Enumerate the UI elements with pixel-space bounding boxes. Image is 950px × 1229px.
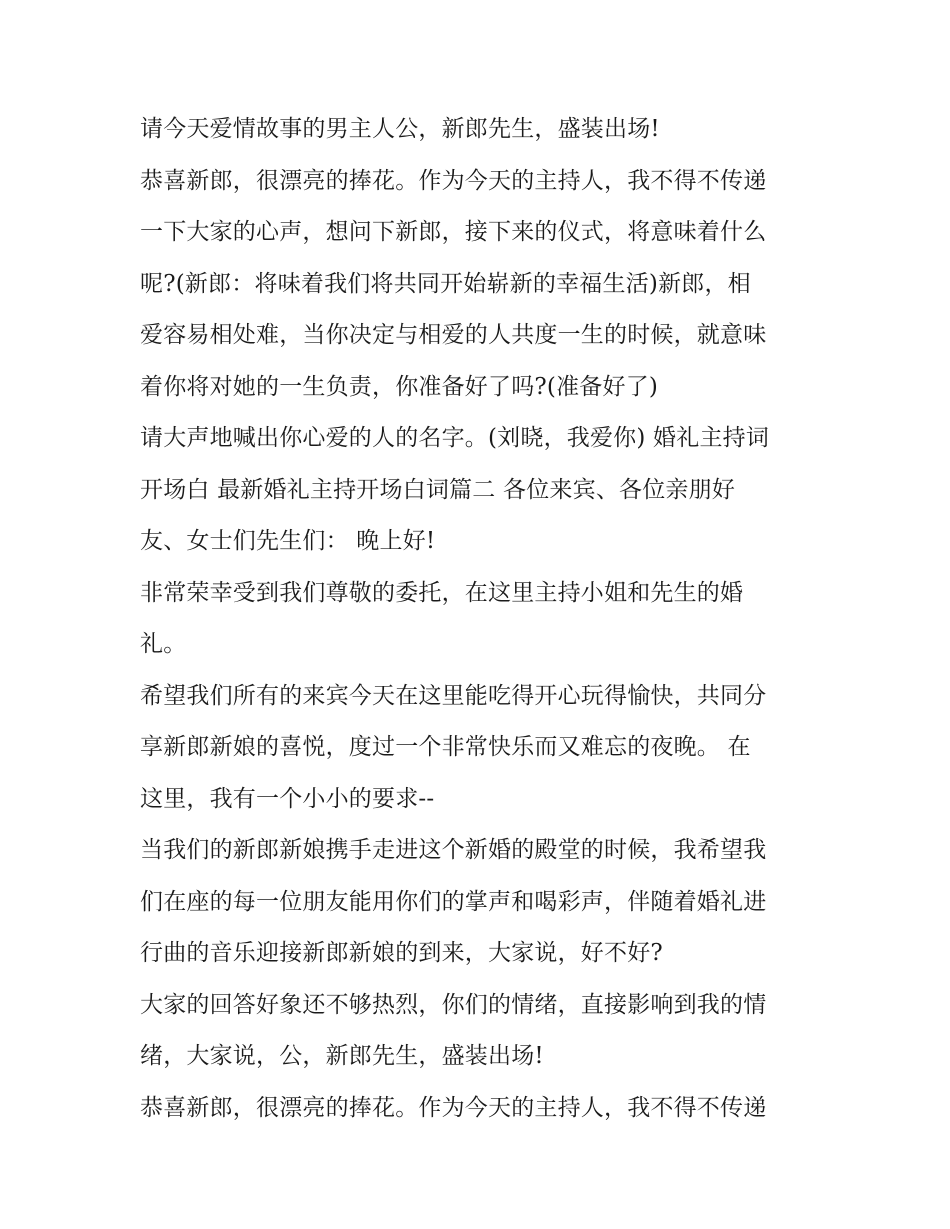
text-line: 恭喜新郎，很漂亮的捧花。作为今天的主持人，我不得不传递 <box>140 1094 767 1121</box>
document-body <box>140 104 820 1134</box>
text-line: 请今天爱情故事的男主人公，新郎先生，盛装出场! <box>140 116 660 142</box>
text-line: 行曲的音乐迎接新郎新娘的到来，大家说，好不好? <box>140 940 663 966</box>
text-line: 请大声地喊出你心爱的人的名字。(刘晓，我爱你) 婚礼主持词 <box>140 425 770 451</box>
text-line: 开场白 最新婚礼主持开场白词篇二 各位来宾、各位亲朋好 <box>140 476 736 503</box>
text-line: 非常荣幸受到我们尊敬的委托，在这里主持小姐和先生的婚 <box>140 579 744 606</box>
text-line: 呢?(新郎：将味着我们将共同开始崭新的幸福生活)新郎，相 <box>140 270 751 297</box>
text-line: 享新郎新娘的喜悦，度过一个非常快乐而又难忘的夜晚。 在 <box>140 734 751 760</box>
text-line: 友、女士们先生们： 晚上好! <box>140 528 436 554</box>
text-line: 希望我们所有的来宾今天在这里能吃得开心玩得愉快，共同分 <box>140 682 767 709</box>
text-line: 绪，大家说，公，新郎先生，盛装出场! <box>140 1043 544 1069</box>
text-line: 礼。 <box>140 631 187 657</box>
text-line: 恭喜新郎，很漂亮的捧花。作为今天的主持人，我不得不传递 <box>140 167 767 194</box>
text-line: 这里，我有一个小小的要求-- <box>140 785 435 812</box>
text-line: 一下大家的心声，想问下新郎，接下来的仪式，将意味着什么 <box>140 219 767 245</box>
text-line: 着你将对她的一生负责，你准备好了吗?(准备好了) <box>140 373 659 400</box>
text-line: 当我们的新郎新娘携手走进这个新婚的殿堂的时候，我希望我 <box>140 837 767 863</box>
text-line: 爱容易相处难，当你决定与相爱的人共度一生的时候，就意味 <box>140 322 767 348</box>
text-line: 大家的回答好象还不够热烈，你们的情绪，直接影响到我的情 <box>140 991 767 1018</box>
text-line: 们在座的每一位朋友能用你们的掌声和喝彩声，伴随着婚礼进 <box>140 888 767 915</box>
